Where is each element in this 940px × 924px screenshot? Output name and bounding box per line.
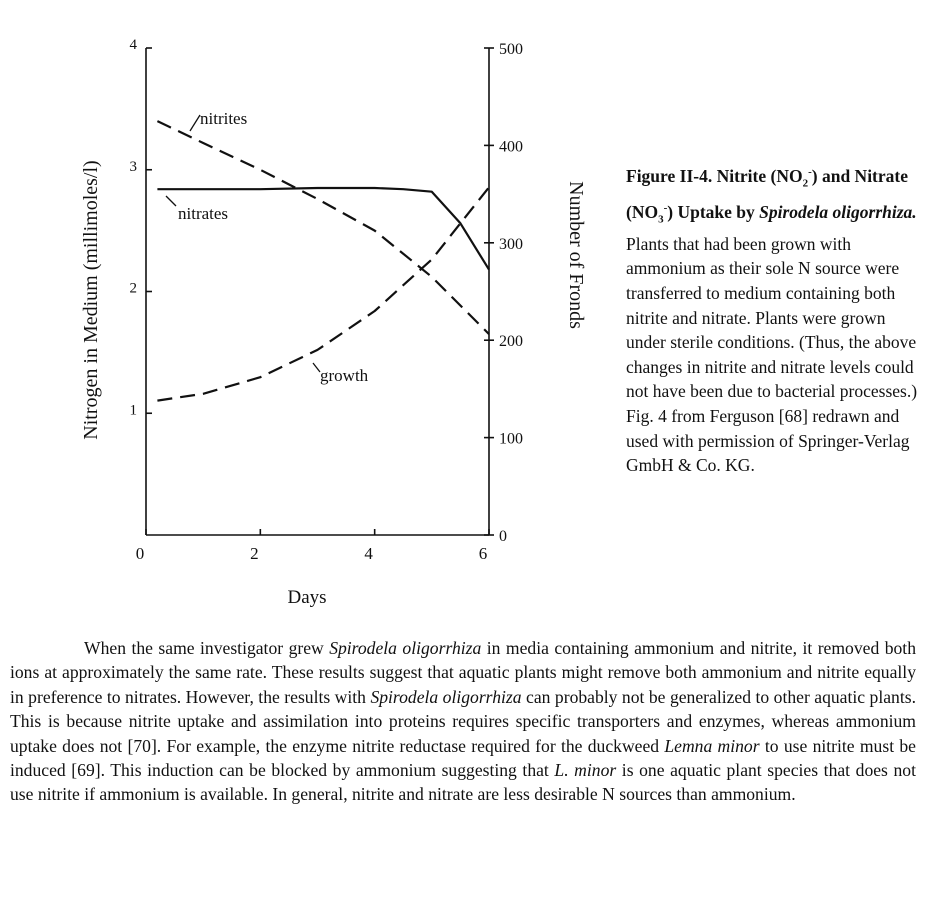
y-left-axis-title: Nitrogen in Medium (millimoles/l) (80, 160, 102, 440)
x-tick-label: 2 (250, 544, 259, 563)
caption-superscript: - (808, 166, 812, 178)
caption-body: Plants that had been grown with ammonium as their sole N source were transferred to medium containing both nitrite and nitrate. Plants were grown under sterile conditions. (Thus, the above changes in nitrite and nitrate levels could not have been due to bacterial processes.) Fig. 4 from Ferguson [68] redrawn and used with permission of Springer-Verlag GmbH & Co. KG. (626, 233, 918, 476)
caption-superscript: - (663, 201, 668, 214)
annotation-growth-label: growth (320, 366, 369, 385)
caption-subscript: 3 (658, 213, 664, 226)
y-right-tick-label: 300 (499, 235, 523, 253)
axes (146, 48, 494, 535)
series-nitrites-line (157, 121, 489, 334)
x-tick-label: 6 (478, 544, 488, 563)
y-right-tick-label: 0 (499, 528, 507, 545)
paragraph-italic: Spirodela oligorrhiza (370, 686, 522, 707)
caption-title (626, 165, 917, 226)
y-left-tick-label: 1 (129, 402, 137, 419)
y-left-tick-label: 4 (129, 37, 137, 53)
x-axis-title: Days (287, 587, 327, 608)
body-paragraph (10, 636, 916, 807)
labels-group (80, 37, 587, 608)
annotation-nitrites-leader (190, 115, 200, 131)
y-left-tick-label: 3 (129, 158, 137, 175)
y-right-tick-label: 400 (499, 138, 523, 156)
paragraph-italic: L. minor (554, 760, 617, 781)
caption-title-part: ) and Nitrate (NO (626, 165, 908, 222)
caption-title-part: ) Uptake by (667, 201, 760, 222)
annotation-nitrates-leader (166, 196, 176, 206)
x-tick-label: 0 (135, 544, 145, 563)
paragraph-italic: Lemna minor (664, 735, 760, 756)
y-left-tick-label: 2 (129, 280, 137, 297)
paragraph-text: to use nitrite must be induced [69]. This induction can be blocked by ammonium suggesting that (10, 735, 916, 781)
paragraph-text: in media containing ammonium and nitrite, it removed both ions at approximately the same rate. These results suggest that aquatic plants might remove both ammonium and nitrite equally in preference to nitrates. However, the results with (10, 638, 916, 707)
caption-title-part: Figure II-4. Nitrite (NO (626, 165, 803, 186)
annotation-growth-leader (313, 363, 320, 372)
series-nitrates-line (157, 188, 489, 270)
y-right-tick-label: 200 (499, 333, 523, 351)
x-tick-label: 4 (364, 544, 373, 563)
caption-subscript: 2 (802, 177, 809, 190)
paragraph-text: can probably not be generalized to other aquatic plants. This is because nitrite uptake and assimilation into proteins requires specific transporters and enzymes, whereas ammonium uptake does not [70]. For example, the enzyme nitrite reductase required for the duckweed (10, 686, 916, 756)
y-right-axis-title: Number of Fronds (565, 181, 587, 329)
annotation-nitrates-label: nitrates (178, 204, 229, 223)
paragraph-text: When the same investigator grew (84, 638, 330, 658)
y-right-tick-label: 500 (499, 41, 523, 58)
paragraph-text: is one aquatic plant species that does not use nitrite if ammonium is available. In general, nitrite and nitrate are less desirable N sources than ammonium. (10, 760, 916, 805)
annotation-nitrites-label: nitrites (200, 109, 248, 128)
figure-caption (626, 160, 926, 478)
paragraph-italic: Spirodela oligorrhiza (329, 638, 482, 658)
series-group (157, 121, 489, 401)
y-right-tick-label: 100 (499, 430, 523, 448)
caption-species: Spirodela oligorrhiza. (759, 201, 917, 222)
